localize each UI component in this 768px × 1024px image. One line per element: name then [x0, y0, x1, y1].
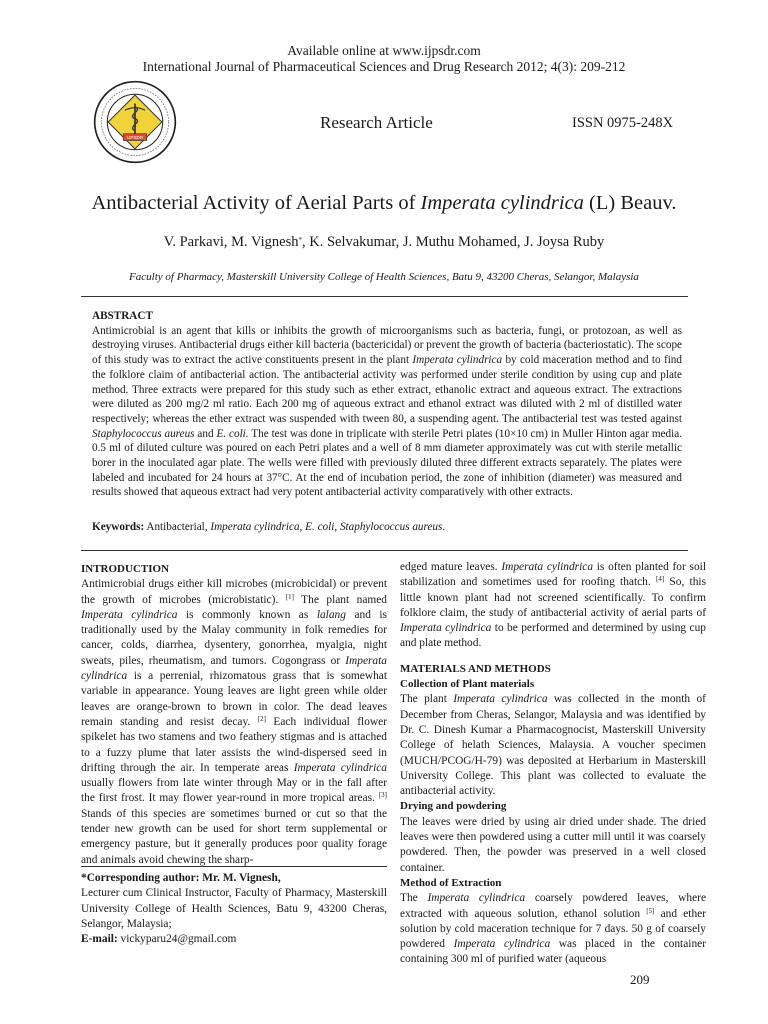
keyword: Imperata cylindrica — [210, 521, 300, 533]
intro-text: usually flowers from late winter through May or in the fall after the first frost. It may flower year-round in more tropical areas. — [81, 777, 387, 805]
body-text: coarsely powdered leaves, where extracted with aqueous solution, ethanol solution — [400, 892, 706, 920]
keywords — [92, 521, 682, 533]
intro-continued — [400, 560, 706, 652]
abstract-text: by cold maceration method and to find the folklore claim of antibacterial action. The antibacterial activity was performed under sterile condition by using cup and plate method. Three extracts were prepared for this study such as ether extract, ethanolic extract and aqueous extract. The extractions were diluted as 200 mg/2 ml ratio. Each 200 mg of aqueous extract and ethanol extract was diluted with 2 ml of distilled water respectively; whereas the ether extract was suspended with tween 80, a suspending agent. The antibacterial test was tested against — [92, 354, 682, 425]
keyword-sep: . — [442, 521, 446, 533]
abstract-bacteria: E. coli. — [216, 427, 249, 440]
drying-paragraph: The leaves were dried by using air dried under shade. The dried leaves were then powdered using a cutter mill until it was coarsely powdered. Then, the powder was preserved in a well closed container. — [400, 815, 706, 874]
citation-ref: [2] — [257, 714, 266, 723]
seal-lettering: IJPSDR — [126, 135, 144, 141]
intro-text: The plant named — [293, 593, 387, 606]
extraction-heading: Method of Extraction — [400, 876, 502, 889]
body-species: Imperata cylindrica — [453, 693, 548, 706]
body-text: The plant — [400, 693, 454, 706]
journal-citation: International Journal of Pharmaceutical Sciences and Drug Research 2012; 4(3): 209-212 — [142, 59, 626, 74]
issn: ISSN 0975-248X — [572, 115, 674, 131]
email-label: E-mail: — [81, 933, 118, 946]
body-text: was placed in the container containing 300 ml of purified water (aqueous — [400, 938, 706, 966]
title-text: Antibacterial Activity of Aerial Parts of — [91, 192, 421, 214]
availability-line: Available online at www.ijpsdr.com — [287, 43, 481, 58]
body-species: Imperata cylindrica — [400, 622, 492, 635]
keyword-sep: , — [334, 521, 340, 533]
citation-ref: [3] — [378, 791, 387, 800]
intro-species: Imperata cylindrica — [81, 608, 178, 621]
body-text: is often planted for soil stabilization and sometimes used for roofing thatch. — [400, 561, 706, 589]
journal-seal-icon — [93, 80, 177, 164]
body-text: The — [400, 892, 428, 905]
footnote-divider — [81, 866, 387, 867]
intro-text: is commonly known as — [177, 608, 317, 621]
introduction-heading: INTRODUCTION — [81, 563, 170, 575]
keywords-label: Keywords: — [92, 521, 145, 533]
body-text: edged mature leaves. — [400, 561, 502, 573]
intro-text: Antimicrobial drugs either kill microbes (microbicidal) or prevent the growth of microbes (microbistatic). — [81, 578, 387, 606]
body-species: Imperata cylindrica — [453, 938, 551, 951]
body-text: was collected in the month of December from Cheras, Selangor, Malaysia and was identified by Dr. C. Dinesh Kumar a Pharmacognocist, Masterskill University College of helath Sciences, Malaysia. A voucher specimen (MUCH/PCOG/H-79) was deposited at Herbarium in Masterskill University College. This plant was collected to evaluate the antibacterial activity. — [400, 693, 706, 798]
intro-local-name: lalang — [316, 608, 346, 621]
article-type: Research Article — [320, 113, 433, 132]
abstract-text: and — [194, 427, 217, 440]
author-list — [0, 234, 768, 251]
collection-paragraph — [400, 692, 706, 799]
citation-ref: [5] — [646, 906, 655, 915]
page-number: 209 — [630, 972, 650, 987]
citation-ref: [4] — [655, 575, 665, 584]
abstract-body — [92, 324, 682, 500]
abstract-bacteria: Staphylococcus aureus — [92, 427, 195, 440]
intro-species: Imperata cylindrica — [81, 654, 387, 683]
left-column — [81, 562, 387, 868]
intro-text: Each individual flower spikelet has two stamens and two feathery stigmas and is attached to a fuzzy plume that later assists the wind-dispersed seed in drifting through the air. In temperate areas — [81, 715, 387, 774]
body-species: Imperata cylindrica — [427, 892, 526, 905]
body-species: Imperata cylindrica — [501, 561, 594, 573]
corresponding-label: *Corresponding author: Mr. M. Vignesh, — [81, 872, 281, 884]
right-column — [400, 560, 706, 968]
corresponding-author-footnote — [81, 871, 387, 947]
introduction-paragraph — [81, 577, 387, 868]
intro-species: Imperata cylindrica — [293, 761, 387, 774]
abstract-text: The test was done in triplicate with sterile Petri plates (10×10 cm) in Muller Hinton agar media. 0.5 ml of diluted culture was poured on each Petri plates and a well of 8 mm diameter approximately was cut with sterile metallic borer in the inoculated agar plate. The wells were filled with previously diluted three different extracts separately. The plates were labeled and incubated for 24 hours at 37°C. At the end of incubation period, the zone of inhibition (diameter) was measured and results showed that aqueous extract had very potent antibacterial activity comparatively with other extracts. — [92, 427, 682, 499]
divider-top — [81, 296, 688, 297]
citation-ref: [1] — [285, 592, 294, 601]
authors-rest: , K. Selvakumar, J. Muthu Mohamed, J. Joysa Ruby — [301, 234, 605, 250]
drying-heading: Drying and powdering — [400, 800, 507, 813]
collection-heading: Collection of Plant materials — [400, 678, 535, 691]
keyword-sep: Antibacterial, — [144, 521, 211, 533]
title-species: Imperata cylindrica — [420, 192, 584, 214]
authors-first: V. Parkavi, M. Vignesh — [163, 234, 299, 250]
divider-bottom — [81, 550, 688, 551]
intro-text: and is traditionally used by the Malay community in folk remedies for cancer, colds, diarrhea, dysentery, gonorrhea, myalgia, night sweats, piles, rheumatism, and tumors. Cogongrass or — [81, 608, 387, 667]
body-text: and ether solution by cold maceration technique for 7 days. 50 g of coarsely powdered — [400, 907, 706, 951]
affiliation: Faculty of Pharmacy, Masterskill University College of Health Sciences, Batu 9, 43200 Cheras, Selangor, Malaysia — [129, 271, 639, 283]
abstract-species: Imperata cylindrica — [412, 354, 503, 367]
keyword: E. coli — [305, 521, 335, 533]
corresponding-mark: * — [298, 236, 302, 244]
intro-text: is a perrenial, rhizomatous grass that is somewhat variable in appearance. Young leaves are light green while older leaves are orange-brown to brown in color. The dead leaves remain standing and resist decay. — [81, 670, 387, 728]
materials-methods-heading: MATERIALS AND METHODS — [400, 662, 551, 675]
keyword-sep: , — [299, 521, 306, 533]
extraction-paragraph — [400, 891, 706, 967]
abstract-heading: ABSTRACT — [92, 310, 153, 322]
intro-text: Stands of this species are sometimes burned or cut so that the tender new growth can be used for short term supplemental or emergency pasture, but it generally produces poor quality forage and animals avoid chewing the sharp- — [81, 807, 387, 866]
paper-title — [0, 192, 768, 215]
corresponding-address: Lecturer cum Clinical Instructor, Faculty of Pharmacy, Masterskill University College of Health Sciences, Batu 9, 43200 Cheras, Selangor, Malaysia; — [81, 887, 387, 930]
abstract-text: Antimicrobial is an agent that kills or inhibits the growth of microorganisms such as bacteria, fungi, or protozoan, as well as destroying viruses. Antibacterial drugs either kill bacteria (bactericidal) or prevent the growth of bacteria (bacteriostatic). The scope of this study was to extract the active constituents present in the plant — [92, 324, 683, 367]
body-text: to be performed and determined by using cup and plate method. — [400, 622, 706, 650]
body-text: So, this little known plant had not screened scientifically. To confirm folklore claim, the study of antibacterial activity of aerial parts of — [400, 576, 706, 619]
keyword: Staphylococcus aureus — [339, 521, 443, 533]
title-text-end: (L) Beauv. — [583, 192, 677, 214]
abstract — [92, 309, 682, 500]
email-address: vickyparu24@gmail.com — [117, 933, 237, 946]
